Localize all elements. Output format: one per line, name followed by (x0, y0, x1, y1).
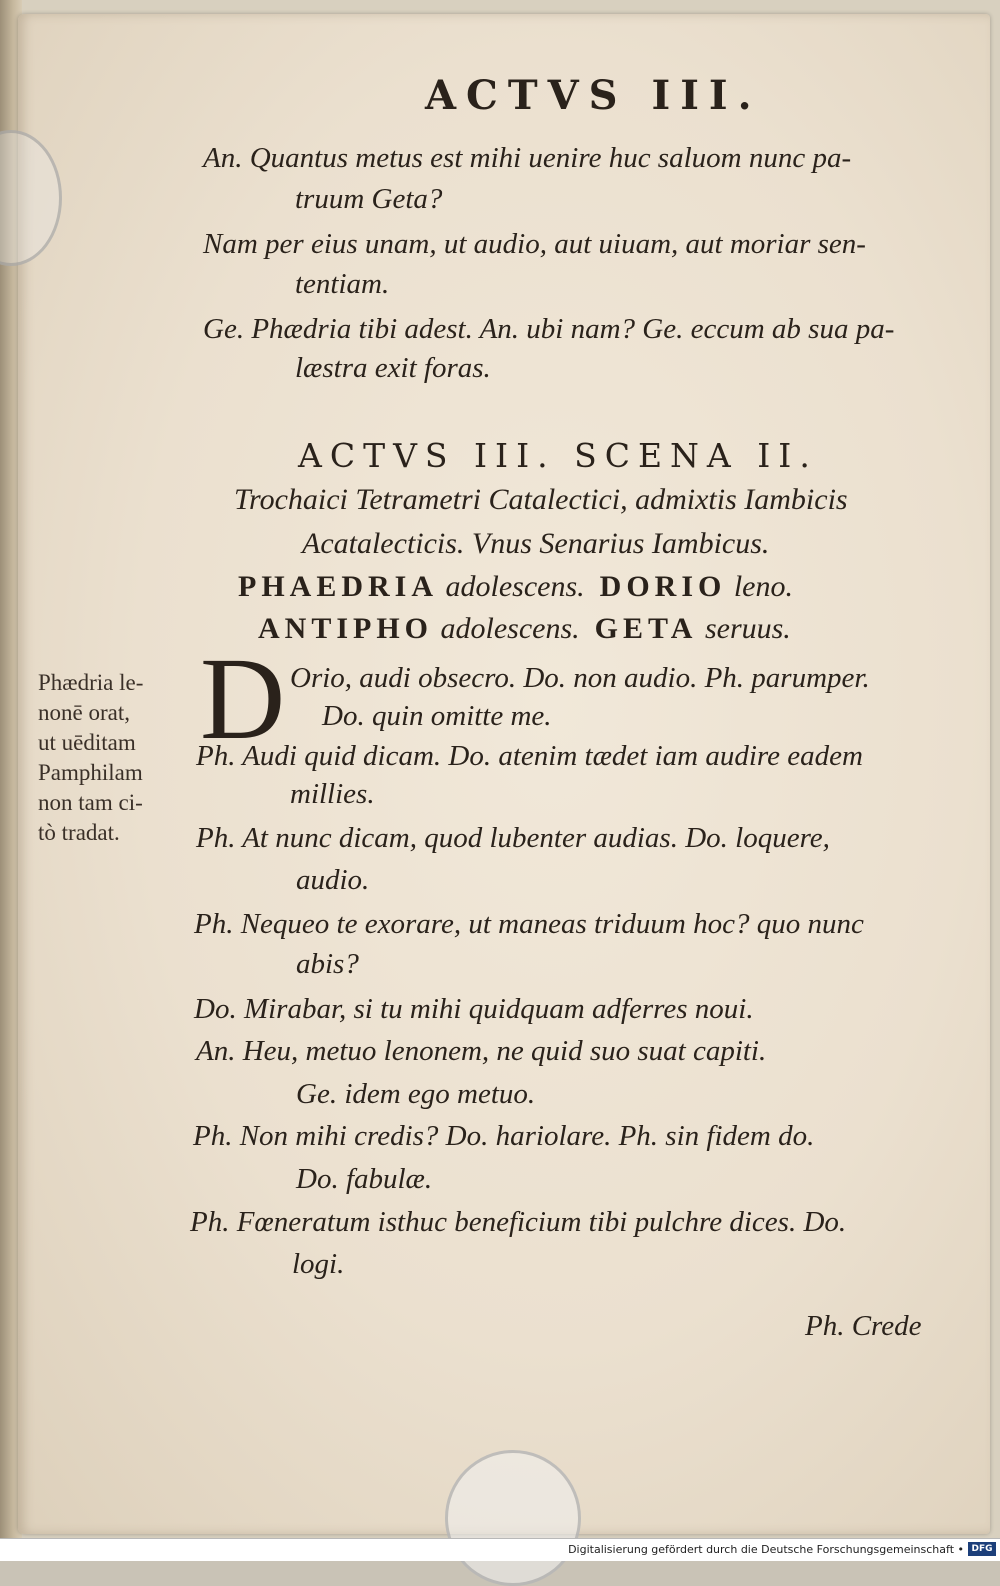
text-line: tentiam. (295, 268, 390, 300)
meter-note-line-1: Trochaici Tetrametri Catalectici, admixtis Iambicis (234, 483, 848, 516)
running-head: ACTVS III. (425, 72, 762, 119)
character-role: adolescens. (440, 612, 580, 645)
meter-note-line-2: Acatalecticis. Vnus Senarius Iambicus. (302, 527, 770, 560)
text-line: Ph. Non mihi credis? Do. hariolare. Ph. sin fidem do. (193, 1120, 815, 1152)
gloss-line: tò tradat. (38, 820, 120, 845)
text-line: læstra exit foras. (295, 352, 491, 384)
text-line: Ph. Audi quid dicam. Do. atenim tædet iam audire eadem (196, 740, 863, 772)
gloss-line: non tam ci- (38, 790, 143, 815)
text-line: abis? (296, 948, 359, 980)
text-line: Ph. At nunc dicam, quod lubenter audias. Do. loquere, (196, 822, 830, 854)
text-line: Do. quin omitte me. (322, 700, 552, 732)
text-line: Do. Mirabar, si tu mihi quidquam adferres noui. (194, 993, 754, 1025)
gloss-line: nonē orat, (38, 700, 130, 725)
scene-heading: ACTVS III. SCENA II. (298, 436, 818, 475)
character-name: DORIO (599, 570, 727, 603)
character-role: leno. (733, 570, 793, 603)
character-name: GETA (594, 612, 698, 645)
dfg-logo: DFG (968, 1542, 996, 1556)
dramatis-personae-line-1 (238, 570, 793, 604)
digitization-footer (0, 1538, 1000, 1561)
page-holder-clip-bottom (445, 1450, 581, 1586)
text-line: Ge. Phædria tibi adest. An. ubi nam? Ge. eccum ab sua pa- (203, 313, 895, 345)
gloss-line: Pamphilam (38, 760, 143, 785)
marginal-gloss (38, 668, 143, 848)
character-role: adolescens. (445, 570, 585, 603)
funding-credit: Digitalisierung gefördert durch die Deutsche Forschungsgemeinschaft • (568, 1543, 964, 1556)
text-line: truum Geta? (295, 183, 443, 215)
text-line: logi. (292, 1248, 345, 1280)
text-line: Do. fabulæ. (296, 1163, 433, 1195)
text-line: Ph. Fœneratum isthuc beneficium tibi pulchre dices. Do. (190, 1206, 847, 1238)
gloss-line: Phædria le- (38, 670, 144, 695)
character-name: ANTIPHO (258, 612, 434, 645)
character-name: PHAEDRIA (238, 570, 439, 603)
dramatis-personae-line-2 (258, 612, 791, 646)
text-line: millies. (290, 778, 375, 810)
text-line: An. Heu, metuo lenonem, ne quid suo suat capiti. (196, 1035, 767, 1067)
text-line: Nam per eius unam, ut audio, aut uiuam, aut moriar sen- (203, 228, 866, 260)
character-role: seruus. (704, 612, 791, 645)
gloss-line: ut uēditam (38, 730, 136, 755)
text-line: An. Quantus metus est mihi uenire huc saluom nunc pa- (203, 142, 852, 174)
text-line: Orio, audi obsecro. Do. non audio. Ph. parumper. (290, 662, 870, 694)
text-line: Ge. idem ego metuo. (296, 1078, 536, 1110)
drop-cap: D (200, 633, 286, 764)
text-line: audio. (296, 864, 370, 896)
text-line: Ph. Nequeo te exorare, ut maneas triduum hoc? quo nunc (194, 908, 864, 940)
catchword: Ph. Crede (805, 1310, 922, 1342)
